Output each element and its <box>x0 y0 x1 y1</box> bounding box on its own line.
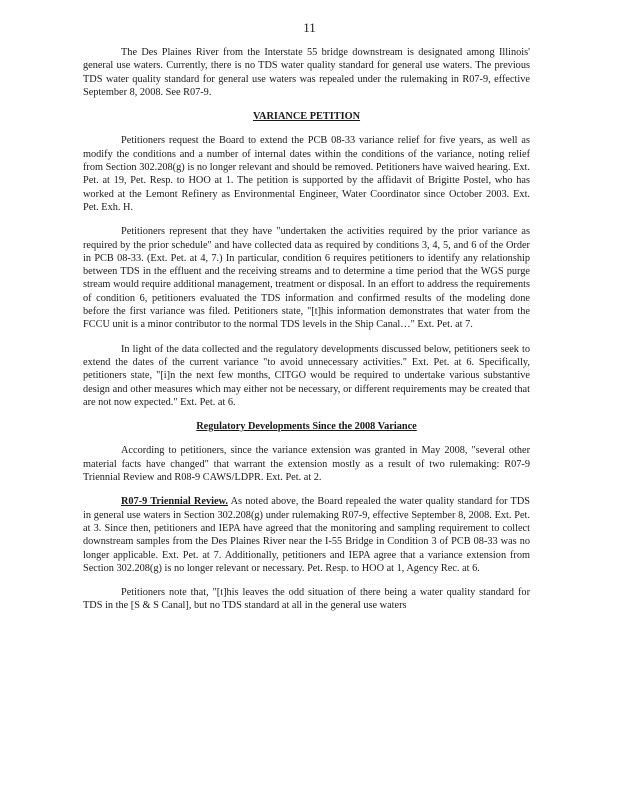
paragraph-petition-request: Petitioners request the Board to extend the PCB 08-33 variance relief for five years, as well as modify the conditions and a number of internal dates within the conditions of the variance, noting relief from Section 302.208(g) is no longer relevant and should be removed. Petitioners have waived hearing. Ext. Pet. at 19, Pet. Resp. to HOO at 1. The petition is supported by the affidavit of Brigitte Postel, who has worked at the Lemont Refinery as Environmental Engineer, Water Coordinator since October 2003. Ext. Pet. Exh. H. <box>83 135 530 213</box>
paragraph-according-to-petitioners: According to petitioners, since the variance extension was granted in May 2008, "several other material facts have changed" that warrant the extension mostly as a result of two rulemaking: R07-9 Triennial Review and R08-9 CAWS/LDPR. Ext. Pet. at 2. <box>83 445 530 484</box>
inline-heading-r07-9: R07-9 Triennial Review. <box>121 496 228 508</box>
paragraph-petitioners-note: Petitioners note that, "[t]his leaves the odd situation of there being a water quality standard for TDS in the [S & S Canal], but no TDS standard at all in the general use waters <box>83 587 530 612</box>
paragraph-petitioners-represent: Petitioners represent that they have "undertaken the activities required by the prior variance as required by the prior schedule" and have collected data as required by conditions 3, 4, 5, and 6 of the Order in PCB 08-33. (Ext. Pet. at 4, 7.) In particular, condition 6 requires petitioners to identify any relationship between TDS in the effluent and the receiving streams and to determine a time period that the WGS purge stream would require additional management, treatment or disposal. In an effort to address the requirements of condition 6, petitioners evaluated the TDS information and confirmed results of the modeling done before the first variance was filed. Petitioners state, "[t]his information demonstrates that water from the FCCU unit is a minor contributor to the normal TDS levels in the Ship Canal…" Ext. Pet. at 7. <box>83 226 530 331</box>
document-body <box>83 46 530 624</box>
heading-regulatory-developments: Regulatory Developments Since the 2008 Variance <box>196 421 417 433</box>
paragraph-r07-9 <box>83 495 530 575</box>
page-number: 11 <box>303 20 316 35</box>
paragraph-r07-9-text: As noted above, the Board repealed the water quality standard for TDS in general use waters in Section 302.208(g) under rulemaking R07-9, effective September 8, 2008. Ext. Pet. at 3. Since then, petitioners and IEPA have agreed that the monitoring and sampling requirement to collect downstream samples from the Des Plaines River near the I-55 Bridge in Condition 3 of PCB 08-33 was no longer applicable. Ext. Pet. at 7. Additionally, petitioners and IEPA agree that a variance extension from Section 302.208(g) is no longer relevant or necessary. Pet. Resp. to HOO at 1, Agency Rec. at 6. <box>83 496 530 574</box>
heading-variance-petition: VARIANCE PETITION <box>252 111 361 123</box>
paragraph-light-of-data: In light of the data collected and the regulatory developments discussed below, petitioners seek to extend the dates of the current variance "to avoid unnecessary activities." Ext. Pet. at 6. Specifically, petitioners state, "[i]n the next few months, CITGO would be required to undertake various substantive design and other measures which may either not be necessary, or different requirements may be created that are not now expected." Ext. Pet. at 6. <box>83 343 530 408</box>
paragraph-des-plaines: The Des Plaines River from the Interstate 55 bridge downstream is designated among Illinois' general use waters. Currently, there is no TDS water quality standard for general use waters. The previous TDS water quality standard for general use waters was repealed under the rulemaking in R07-9, effective September 8, 2008. See R07-9. <box>83 47 530 98</box>
